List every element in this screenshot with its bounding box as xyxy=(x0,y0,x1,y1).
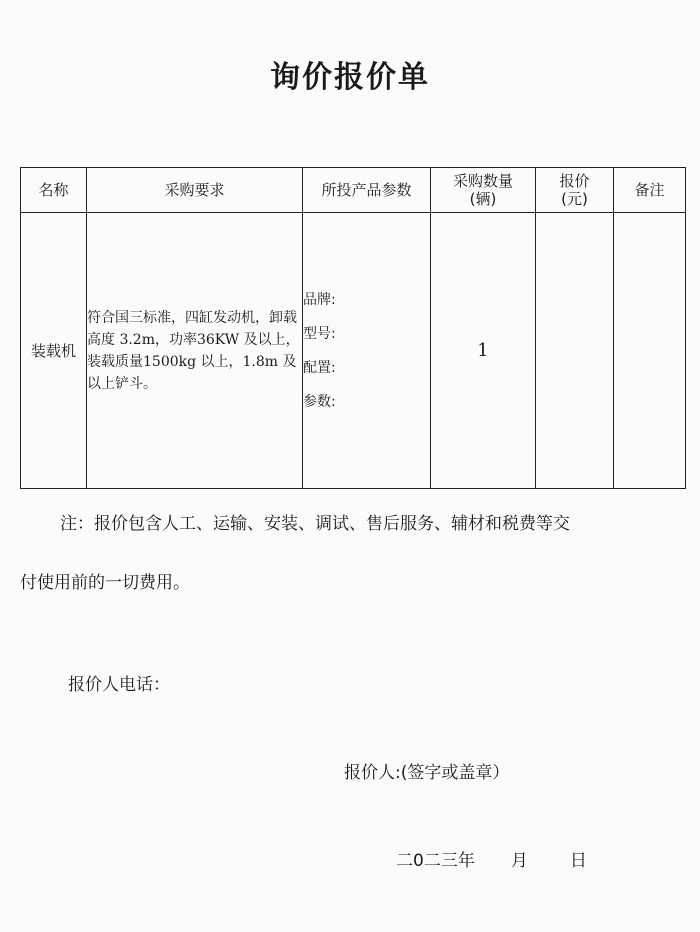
header-quantity xyxy=(431,168,536,213)
page-title: 询价报价单 xyxy=(270,60,430,95)
header-quantity-line2: (辆) xyxy=(469,190,497,208)
cell-name: 装载机 xyxy=(21,213,87,489)
quote-table xyxy=(20,167,686,489)
header-price-line1: 报价 xyxy=(559,172,590,190)
header-params: 所投产品参数 xyxy=(303,168,431,213)
param-parameters: 参数: xyxy=(303,393,336,410)
header-remarks: 备注 xyxy=(614,168,686,213)
param-config: 配置: xyxy=(303,359,336,376)
quoter-signature-label: 报价人:(签字或盖章） xyxy=(344,763,510,783)
cell-params xyxy=(303,213,431,489)
header-name: 名称 xyxy=(21,168,87,213)
date-month: 月 xyxy=(510,851,528,871)
header-requirements: 采购要求 xyxy=(87,168,303,213)
cell-quantity: 1 xyxy=(431,213,536,489)
header-price-line2: (元) xyxy=(561,190,588,208)
table-row xyxy=(21,213,686,489)
header-price xyxy=(536,168,614,213)
cell-remarks xyxy=(614,213,686,489)
date-day: 日 xyxy=(569,851,587,871)
cell-requirements: 符合国三标准，四缸发动机，卸载高度 3.2m，功率36KW 及以上，装载质量1500kg 以上，1.8m 及以上铲斗。 xyxy=(87,213,303,489)
header-quantity-line1: 采购数量 xyxy=(452,172,513,190)
table-header-row xyxy=(21,168,686,213)
quoter-phone-label: 报价人电话： xyxy=(68,675,170,695)
date-year: 二0二三年 xyxy=(396,851,475,871)
param-brand: 品牌: xyxy=(303,291,336,308)
cell-price xyxy=(536,213,614,489)
note-line1: 注：报价包含人工、运输、安装、调试、售后服务、辅材和税费等交 xyxy=(60,514,570,534)
date-line xyxy=(396,846,587,871)
param-model: 型号: xyxy=(303,325,336,342)
note-line2: 付使用前的一切费用。 xyxy=(20,573,190,593)
